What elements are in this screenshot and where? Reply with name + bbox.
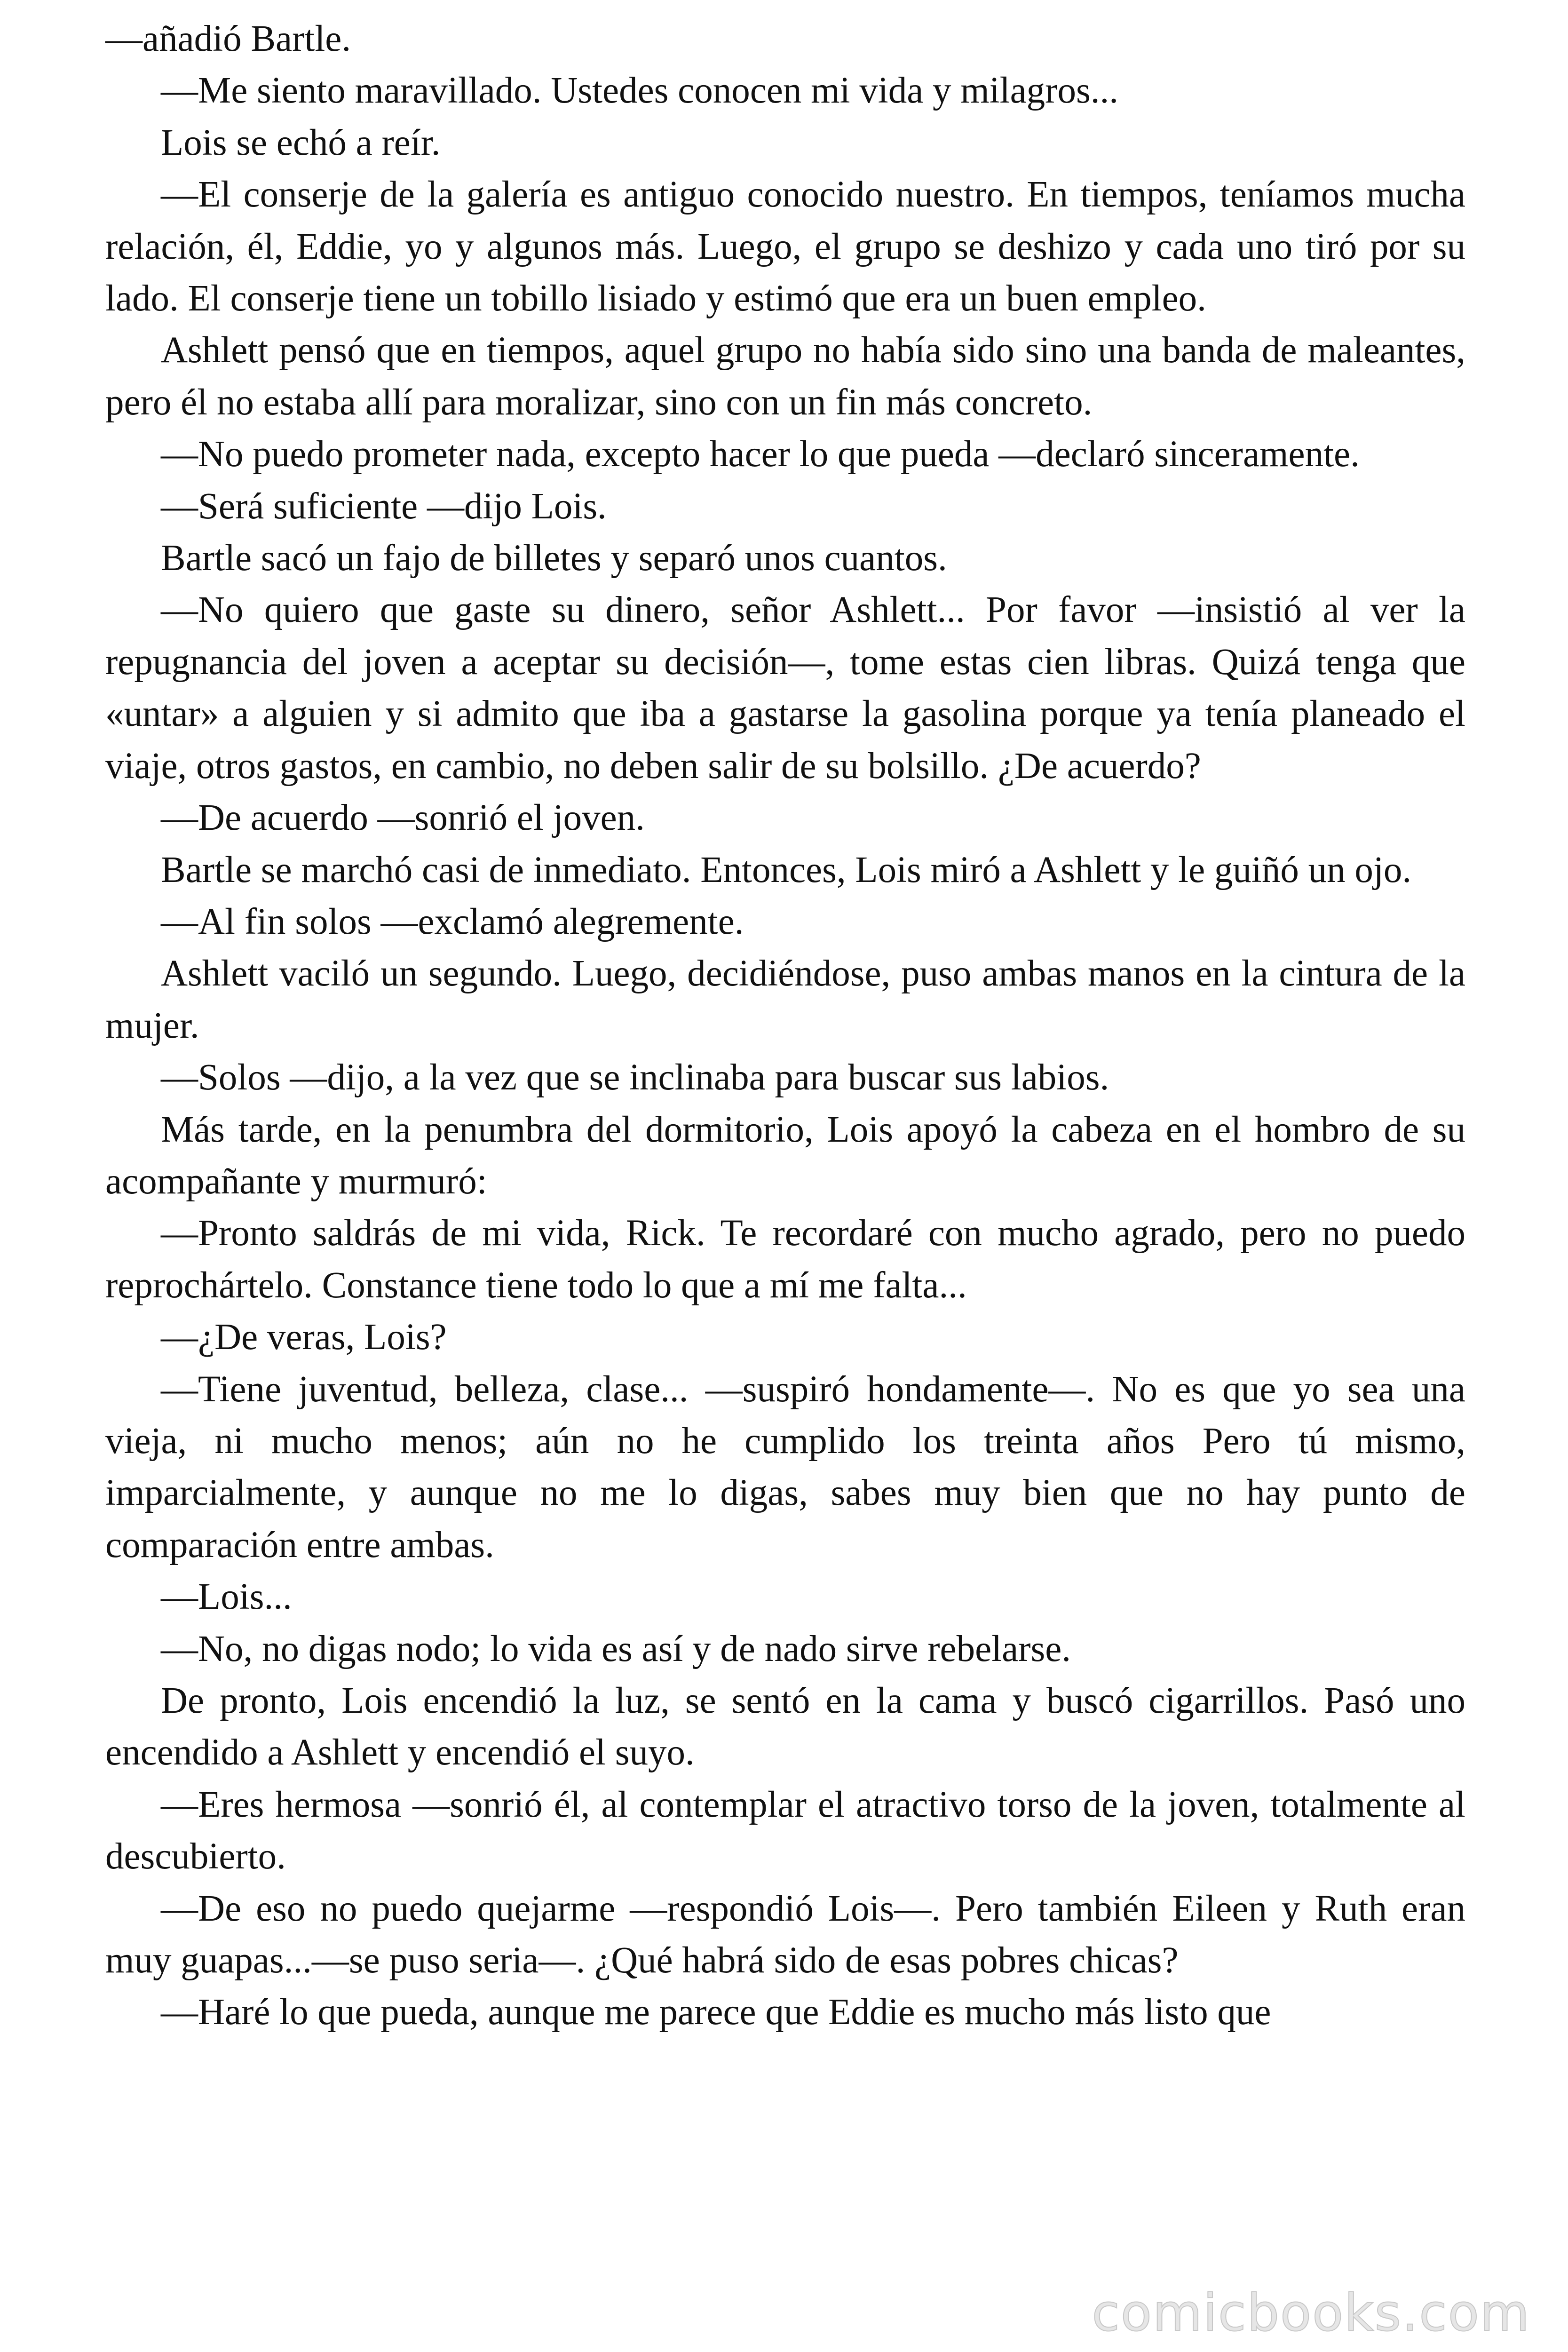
paragraph: —Tiene juventud, belleza, clase... —suspiró hondamente—. No es que yo sea una vieja, ni mucho menos; aún no he cumplido los treinta años Pero tú mismo, imparcialmente, y aunque no me lo digas, sabes muy bien que no hay punto de comparación entre ambas. (105, 1368, 1465, 1565)
paragraph: —Será suficiente —dijo Lois. (161, 485, 607, 527)
paragraph: —El conserje de la galería es antiguo conocido nuestro. En tiempos, teníamos mucha relación, él, Eddie, yo y algunos más. Luego, el grupo se deshizo y cada uno tiró por su lado. El conserje tiene un tobillo lisiado y estimó que era un buen empleo. (105, 174, 1465, 319)
paragraph: —De eso no puedo quejarme —respondió Lois—. Pero también Eileen y Ruth eran muy guapas...—se puso seria—. ¿Qué habrá sido de esas pobres chicas? (105, 1888, 1465, 1981)
paragraph: —Al fin solos —exclamó alegremente. (161, 901, 744, 942)
paragraph: —Lois... (161, 1576, 292, 1618)
paragraph: —No puedo prometer nada, excepto hacer lo que pueda —declaró sinceramente. (161, 434, 1360, 475)
paragraph: Lois se echó a reír. (161, 122, 441, 163)
watermark: comicbooks.com (1092, 2284, 1530, 2343)
paragraph: —Me siento maravillado. Ustedes conocen mi vida y milagros... (161, 70, 1118, 111)
paragraph: —Haré lo que pueda, aunque me parece que Eddie es mucho más listo que (161, 1992, 1271, 2033)
paragraph: —De acuerdo —sonrió el joven. (161, 797, 645, 839)
paragraph: —No quiero que gaste su dinero, señor Ashlett... Por favor —insistió al ver la repugnancia del joven a aceptar su decisión—, tome estas cien libras. Quizá tenga que «untar» a alguien y si admito que iba a gastarse la gasolina porque ya tenía planeado el viaje, otros gastos, en cambio, no deben salir de su bolsillo. ¿De acuerdo? (105, 589, 1465, 787)
paragraph: —No, no digas nodo; lo vida es así y de nado sirve rebelarse. (161, 1628, 1071, 1669)
paragraph: —Eres hermosa —sonrió él, al contemplar el atractivo torso de la joven, totalmente al descubierto. (105, 1784, 1465, 1877)
paragraph: Ashlett vaciló un segundo. Luego, decidiéndose, puso ambas manos en la cintura de la mujer. (105, 953, 1465, 1046)
paragraph: Bartle sacó un fajo de billetes y separó unos cuantos. (161, 538, 947, 579)
paragraph: —¿De veras, Lois? (161, 1317, 447, 1358)
paragraph: De pronto, Lois encendió la luz, se sentó en la cama y buscó cigarrillos. Pasó uno encendido a Ashlett y encendió el suyo. (105, 1680, 1465, 1773)
paragraph: Ashlett pensó que en tiempos, aquel grupo no había sido sino una banda de maleantes, pero él no estaba allí para moralizar, sino con un fin más concreto. (105, 330, 1465, 423)
paragraph: —añadió Bartle. (105, 18, 351, 59)
paragraph: Bartle se marchó casi de inmediato. Entonces, Lois miró a Ashlett y le guiñó un ojo. (161, 849, 1412, 890)
paragraph: Más tarde, en la penumbra del dormitorio, Lois apoyó la cabeza en el hombro de su acompañante y murmuró: (105, 1109, 1465, 1202)
paragraph: —Solos —dijo, a la vez que se inclinaba para buscar sus labios. (161, 1057, 1109, 1098)
body-text (105, 13, 1465, 2039)
paragraph: —Pronto saldrás de mi vida, Rick. Te recordaré con mucho agrado, pero no puedo reprochártelo. Constance tiene todo lo que a mí me falta... (105, 1213, 1465, 1306)
